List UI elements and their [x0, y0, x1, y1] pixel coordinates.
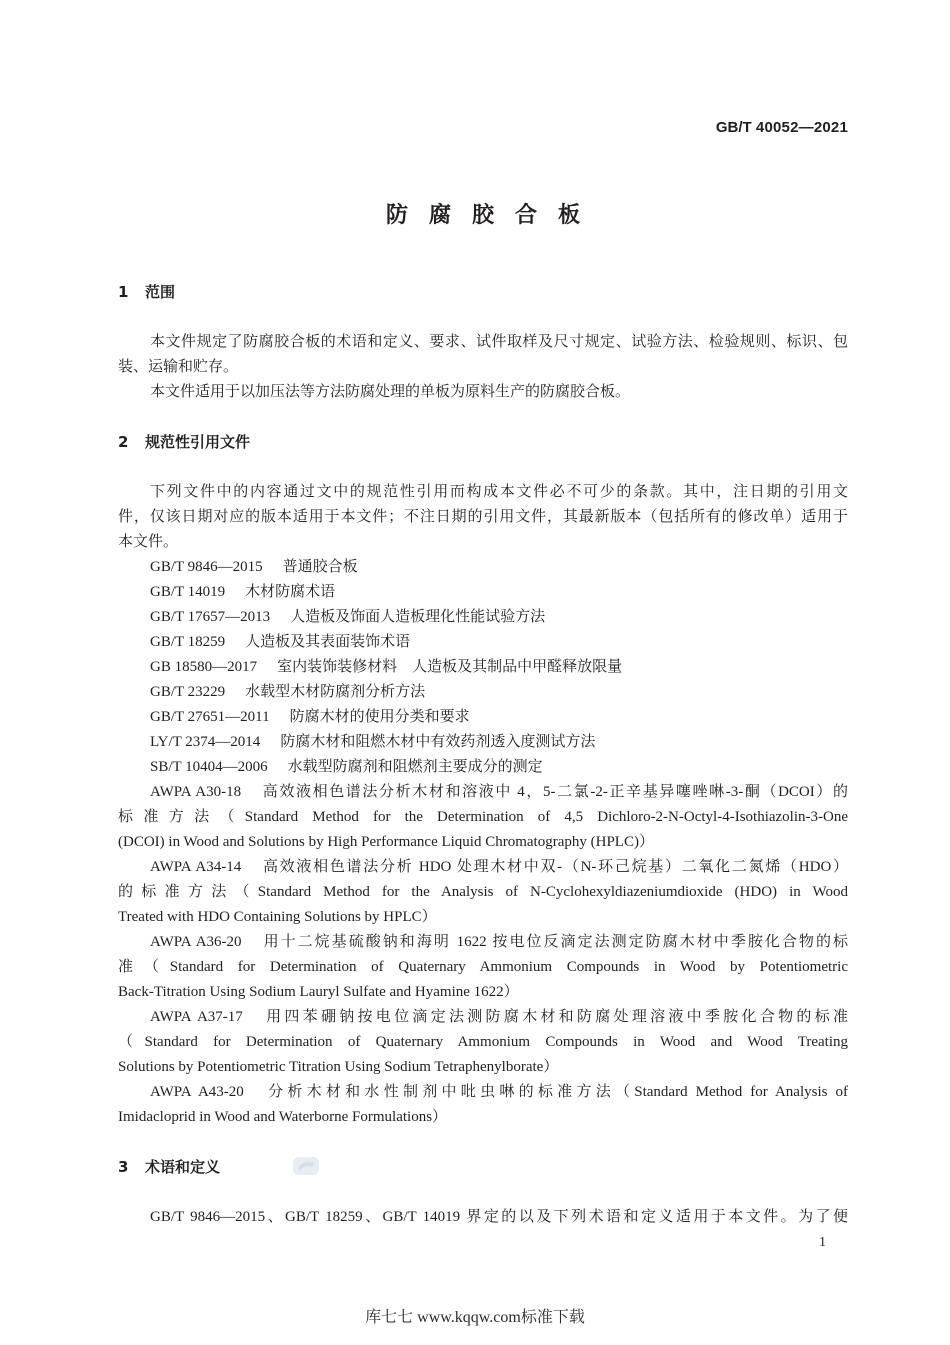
paragraph-line: 本文件规定了防腐胶合板的术语和定义、要求、试件取样及尺寸规定、试验方法、检验规则、标识、包: [150, 334, 848, 350]
standard-prefix: GB/T: [715, 119, 752, 136]
section-heading-text: 规范性引用文件: [145, 433, 251, 451]
paragraph: [118, 380, 848, 405]
reference-title: 高效液相色谱法分析木材和溶液中 4，5-二氯-2-正辛基异噻唑啉-3-酮（DCOI）的: [261, 784, 848, 800]
section-number: 2: [118, 433, 129, 451]
reference-line: （Standard for Determination of Quaternary Ammonium Compounds in Wood and Wood Treating: [118, 1034, 848, 1050]
reference-title: 木材防腐术语: [245, 584, 336, 600]
paragraph: [118, 1205, 848, 1230]
reference-code: GB 18580—2017: [150, 659, 258, 675]
document-title: 防腐胶合板: [385, 203, 601, 228]
reference-code: GB/T 18259: [150, 634, 226, 650]
reference-item: [118, 755, 848, 780]
reference-line: [150, 680, 848, 705]
reference-title: 用四苯硼钠按电位滴定法测防腐木材和防腐处理溶液中季胺化合物的标准: [262, 1009, 848, 1025]
section-heading-text: 术语和定义: [145, 1158, 221, 1176]
reference-line: [150, 780, 848, 805]
reference-title: 用十二烷基硫酸钠和海明 1622 按电位反滴定法测定防腐木材中季胺化合物的标: [261, 934, 848, 950]
reference-code: GB/T 23229: [150, 684, 226, 700]
paragraph-line: 下列文件中的内容通过文中的规范性引用而构成本文件必不可少的条款。其中，注日期的引用文: [150, 484, 848, 500]
reference-item: [118, 605, 848, 630]
section-1-heading: [118, 280, 848, 305]
section-3-heading: [118, 1155, 848, 1180]
reference-line: 的标准方法（Standard Method for the Analysis of N-Cyclohexyldiazeniumdioxide (HDO) in Wood: [118, 884, 848, 900]
reference-code: AWPA A36-20: [150, 934, 242, 950]
document-header-code: [716, 118, 848, 138]
reference-item: [118, 780, 848, 855]
reference-code: GB/T 14019: [150, 584, 226, 600]
reference-item: [118, 1080, 848, 1130]
reference-line: [150, 705, 848, 730]
reference-line: [150, 855, 848, 880]
reference-line: [150, 605, 848, 630]
reference-line: [150, 730, 848, 755]
paragraph-line: 件，仅该日期对应的版本适用于本文件；不注日期的引用文件，其最新版本（包括所有的修改单）适用于: [118, 509, 848, 525]
reference-item: [118, 680, 848, 705]
reference-line: [150, 630, 848, 655]
reference-line: Back-Titration Using Sodium Lauryl Sulfate and Hyamine 1622）: [118, 984, 519, 1000]
reference-line: Treated with HDO Containing Solutions by HPLC）: [118, 909, 437, 925]
reference-title: 分析木材和水性制剂中吡虫啉的标准方法（Standard Method for Analysis of: [263, 1084, 848, 1100]
reference-title: 防腐木材的使用分类和要求: [289, 709, 470, 725]
paragraph-line: 装、运输和贮存。: [118, 359, 239, 375]
reference-item: [118, 1005, 848, 1080]
reference-line: 准（Standard for Determination of Quaternary Ammonium Compounds in Wood by Potentiometric: [118, 959, 848, 975]
reference-line: [150, 555, 848, 580]
reference-line: [150, 1080, 848, 1105]
reference-item: [118, 655, 848, 680]
reference-line: [150, 755, 848, 780]
reference-code: AWPA A30-18: [150, 784, 242, 800]
paragraph-line: 本文件适用于以加压法等方法防腐处理的单板为原料生产的防腐胶合板。: [150, 384, 631, 400]
page-number: 1: [819, 1235, 826, 1250]
paragraph-line: GB/T 9846—2015、GB/T 18259、GB/T 14019 界定的以及下列术语和定义适用于本文件。为了便: [150, 1209, 848, 1225]
footer-watermark-text: 库七七 www.kqqw.com标准下载: [365, 1309, 585, 1326]
reference-line: [150, 1005, 848, 1030]
section-number: 1: [118, 283, 129, 301]
reference-title: 水载型防腐剂和阻燃剂主要成分的测定: [287, 759, 543, 775]
reference-item: [118, 730, 848, 755]
reference-item: [118, 930, 848, 1005]
paragraph-line: 本文件。: [118, 534, 179, 550]
watermark-logo-icon: [292, 1154, 320, 1178]
reference-item: [118, 580, 848, 605]
reference-item: [118, 555, 848, 580]
reference-line: [150, 580, 848, 605]
section-heading-text: 范围: [145, 283, 176, 301]
reference-code: AWPA A34-14: [150, 859, 242, 875]
reference-item: [118, 705, 848, 730]
reference-title: 室内装饰装修材料 人造板及其制品中甲醛释放限量: [277, 659, 623, 675]
reference-code: AWPA A43-20: [150, 1084, 244, 1100]
reference-title: 人造板及饰面人造板理化性能试验方法: [290, 609, 546, 625]
reference-code: LY/T 2374—2014: [150, 734, 261, 750]
reference-item: [118, 855, 848, 930]
reference-code: GB/T 9846—2015: [150, 559, 263, 575]
reference-line: 标准方法（Standard Method for the Determination of 4,5 Dichloro-2-N-Octyl-4-Isothiazolin-3-One: [118, 809, 848, 825]
reference-code: GB/T 17657—2013: [150, 609, 271, 625]
paragraph: [118, 330, 848, 380]
section-2-heading: [118, 430, 848, 455]
reference-code: AWPA A37-17: [150, 1009, 243, 1025]
reference-line: [150, 930, 848, 955]
reference-list: [118, 555, 848, 1130]
reference-title: 普通胶合板: [282, 559, 358, 575]
section-number: 3: [118, 1158, 129, 1176]
reference-line: [150, 655, 848, 680]
reference-line: Imidacloprid in Wood and Waterborne Formulations）: [118, 1109, 448, 1125]
reference-line: Solutions by Potentiometric Titration Using Sodium Tetraphenylborate）: [118, 1059, 559, 1075]
reference-code: GB/T 27651—2011: [150, 709, 270, 725]
reference-item: [118, 630, 848, 655]
paragraph: [118, 480, 848, 555]
reference-code: SB/T 10404—2006: [150, 759, 268, 775]
reference-title: 防腐木材和阻燃木材中有效药剂透入度测试方法: [280, 734, 596, 750]
standard-number: 40052—2021: [755, 119, 848, 136]
reference-title: 水载型木材防腐剂分析方法: [245, 684, 426, 700]
reference-title: 人造板及其表面装饰术语: [245, 634, 411, 650]
document-body: [118, 280, 848, 1230]
reference-title: 高效液相色谱法分析 HDO 处理木材中双-（N-环己烷基）二氧化二氮烯（HDO）: [261, 859, 848, 875]
reference-line: (DCOI) in Wood and Solutions by High Performance Liquid Chromatography (HPLC)）: [118, 834, 654, 850]
